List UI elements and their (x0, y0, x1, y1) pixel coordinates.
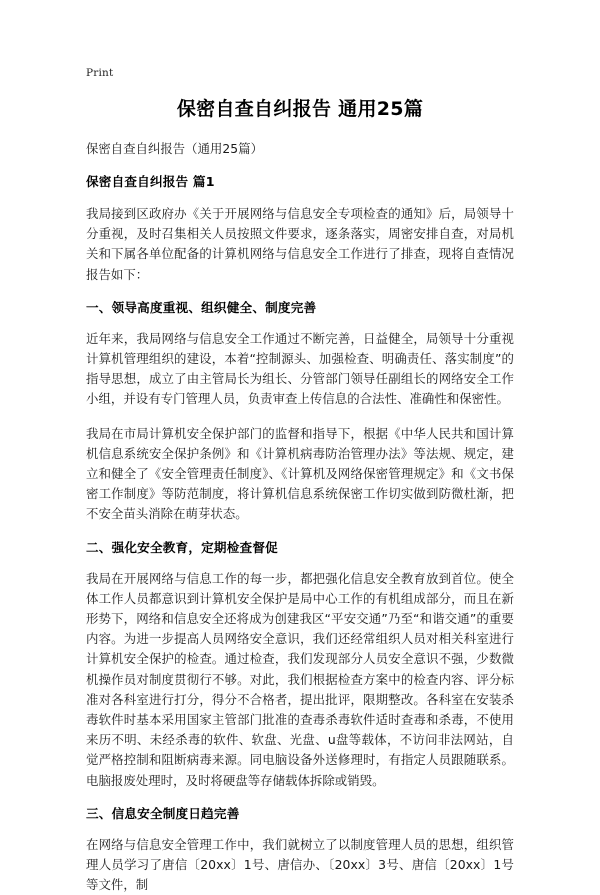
page-title: 保密自查自纠报告 通用25篇 (176, 98, 424, 120)
section-1-paragraph-1: 近年来，我局网络与信息安全工作通过不断完善，日益健全，局领导十分重视计算机管理组织的建设，本着“控制源头、加强检查、明确责任、落实制度”的指导思想，成立了由主管局长为组长、分管部门领导任副组长的网络安全工作小组，并设有专门管理人员，负责审查上传信息的合法性、准确性和保密性。 (86, 330, 514, 407)
document-subtitle: 保密自查自纠报告（通用25篇） (86, 142, 264, 156)
section-heading-1: 一、领导高度重视、组织健全、制度完善 (86, 299, 317, 315)
section-2-paragraph-1: 我局在开展网络与信息工作的每一步，都把强化信息安全教育放到首位。使全体工作人员都意识到计算机安全保护是局中心工作的有机组成部分，而且在新形势下，网络和信息安全还将成为创建我区“平安交通”乃至“和谐交通”的重要内容。为进一步提高人员网络安全意识，我们还经常组织人员对相关科室进行计算机安全保护的检查。通过检查，我们发现部分人员安全意识不强，少数微机操作员对制度贯彻行不够。对此，我们根据检查方案中的检查内容、评分标准对各科室进行打分，得分不合格者，提出批评，限期整改。各科室在安装杀毒软件时基本采用国家主管部门批准的查毒杀毒软件适时查毒和杀毒，不使用来历不明、未经杀毒的软件、软盘、光盘、u盘等载体，不访问非法网站，自觉严格控制和阻断病毒来源。同电脑设备外送修理时，有指定人员跟随联系。电脑报废处理时，及时将硬盘等存储载体拆除或销毁。 (86, 570, 514, 788)
document-content (86, 96, 514, 895)
section-3-paragraph-1: 在网络与信息安全管理工作中，我们就树立了以制度管理人员的思想，组织管理人员学习了唐信〔20xx〕1号、唐信办、〔20xx〕3号、唐信〔20xx〕1号等文件，制 (86, 836, 514, 893)
print-button[interactable]: Print (86, 67, 114, 79)
section-heading-3: 三、信息安全制度日趋完善 (86, 805, 240, 821)
article-heading: 保密自查自纠报告 篇1 (86, 174, 215, 189)
section-heading-2: 二、强化安全教育，定期检查督促 (86, 539, 278, 555)
paragraph-intro: 我局接到区政府办《关于开展网络与信息安全专项检查的通知》后，局领导十分重视，及时召集相关人员按照文件要求，逐条落实，周密安排自查，对局机关和下属各单位配备的计算机网络与信息安全工作进行了排查，现将自查情况报告如下： (86, 206, 514, 282)
section-1-paragraph-2: 我局在市局计算机安全保护部门的监督和指导下，根据《中华人民共和国计算机信息系统安全保护条例》和《计算机病毒防治管理办法》等法规、规定，建立和健全了《安全管理责任制度》、《计算机及网络保密管理规定》和《文书保密工作制度》等防范制度，将计算机信息系统保密工作切实做到防微杜渐，把不安全苗头消除在萌芽状态。 (86, 425, 514, 522)
